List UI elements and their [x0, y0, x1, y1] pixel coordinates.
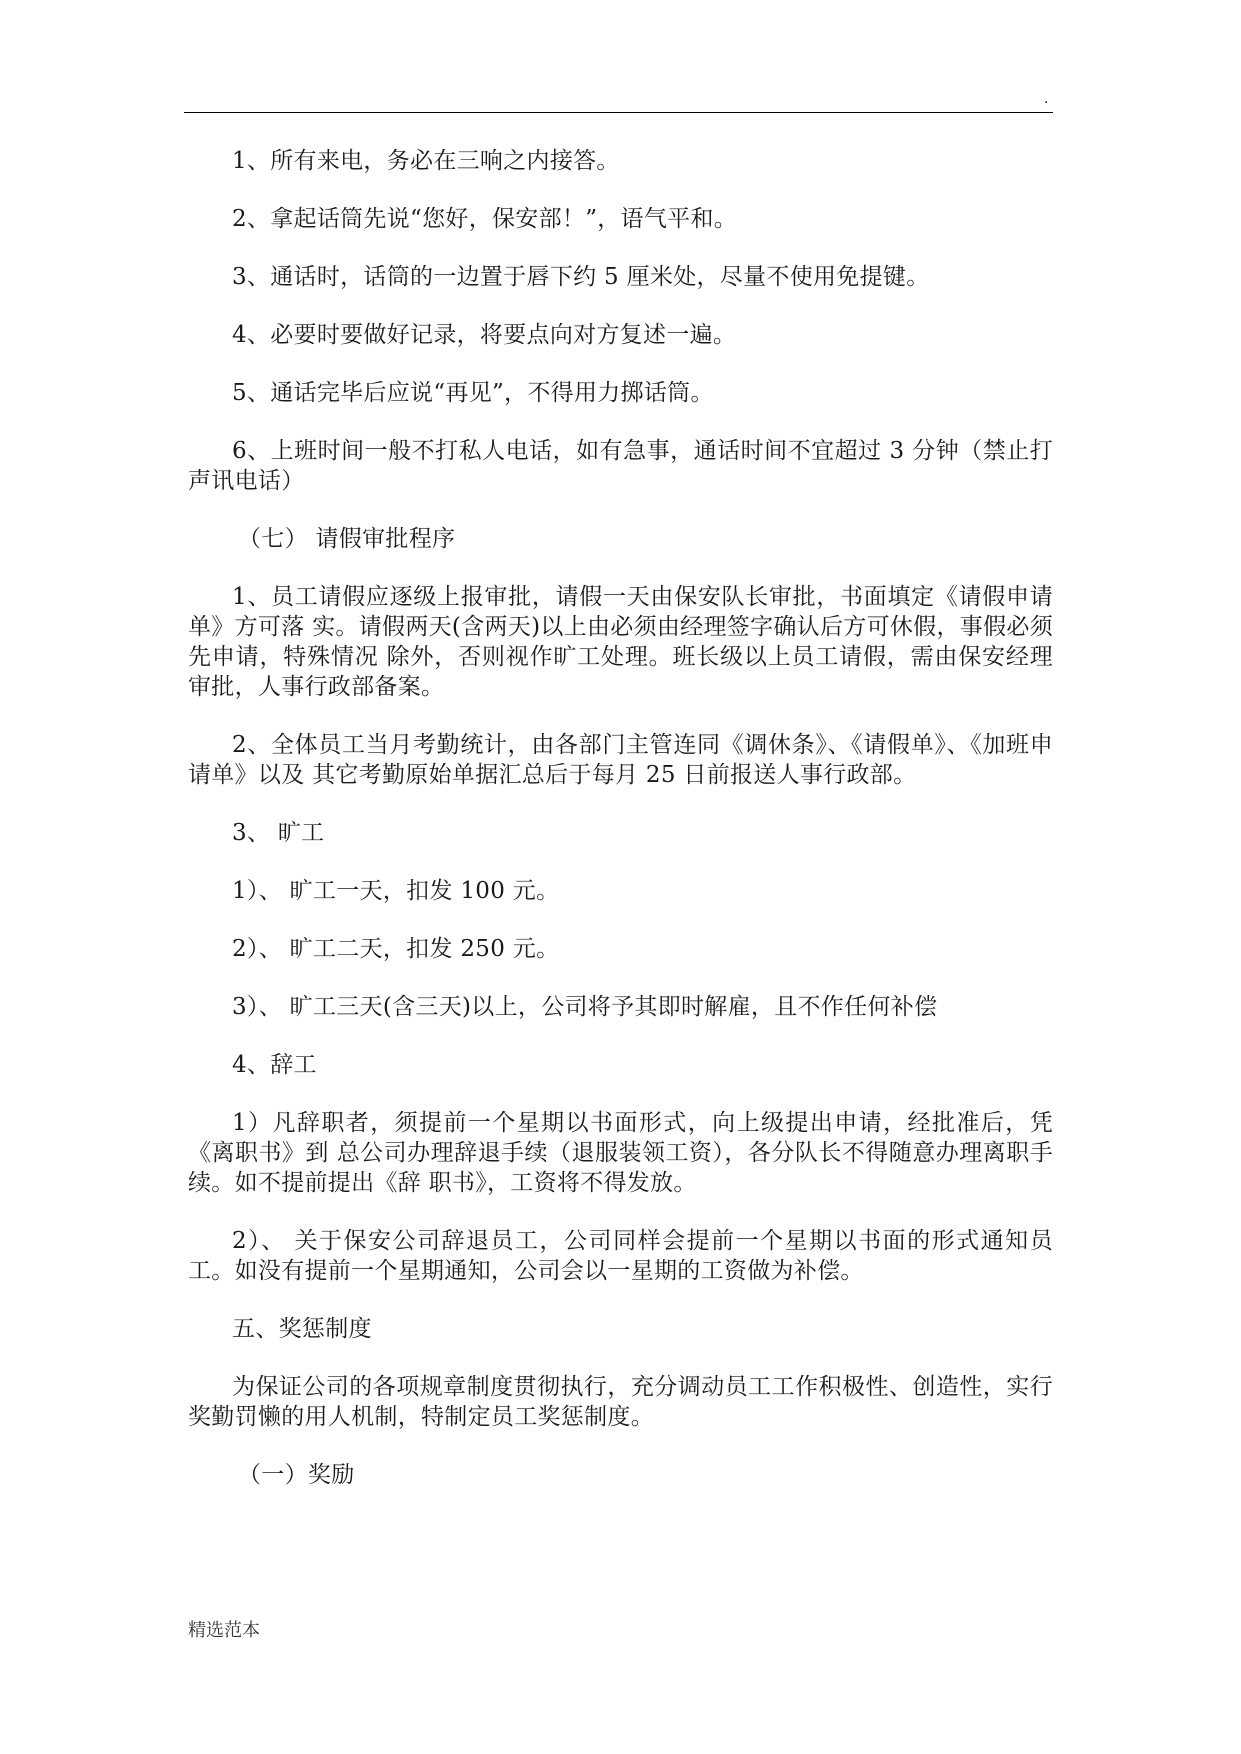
header-rule [184, 112, 1053, 113]
paragraph: 4、必要时要做好记录，将要点向对方复述一遍。 [232, 322, 737, 348]
paragraph: 5、通话完毕后应说“再见”，不得用力掷话筒。 [232, 380, 714, 406]
paragraph: 2、全体员工当月考勤统计，由各部门主管连同《调休条》、《请假单》、《加班申请单》以及 其它考勤原始单据汇总后于每月 25 日前报送人事行政部。 [188, 732, 1053, 788]
paragraph: 1、所有来电，务必在三响之内接答。 [232, 148, 620, 174]
paragraph: 1、员工请假应逐级上报审批，请假一天由保安队长审批，书面填定《请假申请单》方可落 实。请假两天(含两天)以上由必须由经理签字确认后方可休假，事假必须先申请，特殊情况 除外，否则视作旷工处理。班长级以上员工请假，需由保安经理审批，人事行政部备案。 [188, 584, 1053, 700]
header-mark: . [1044, 91, 1049, 107]
paragraph: 为保证公司的各项规章制度贯彻执行，充分调动员工工作积极性、创造性，实行奖勤罚懒的用人机制，特制定员工奖惩制度。 [188, 1374, 1053, 1430]
document-body [188, 146, 1053, 1518]
paragraph: 2、拿起话筒先说“您好，保安部！”，语气平和。 [232, 206, 738, 232]
section-heading: （一）奖励 [238, 1462, 355, 1488]
paragraph: 2）、 旷工二天，扣发 250 元。 [232, 936, 560, 962]
section-heading: 五、奖惩制度 [232, 1316, 372, 1342]
paragraph: 3、通话时，话筒的一边置于唇下约 5 厘米处，尽量不使用免提键。 [232, 264, 930, 290]
footer-text: 精选范本 [188, 1620, 260, 1641]
paragraph: 6、上班时间一般不打私人电话，如有急事，通话时间不宜超过 3 分钟（禁止打声讯电话） [188, 438, 1053, 494]
paragraph: 1）、 旷工一天，扣发 100 元。 [232, 878, 560, 904]
paragraph: 4、辞工 [232, 1052, 317, 1078]
paragraph: 3）、 旷工三天(含三天)以上，公司将予其即时解雇，且不作任何补偿 [232, 994, 938, 1020]
section-heading: （七） 请假审批程序 [238, 526, 456, 552]
paragraph: 1）凡辞职者，须提前一个星期以书面形式，向上级提出申请，经批准后，凭《离职书》到 总公司办理辞退手续（退服装领工资），各分队长不得随意办理离职手续。如不提前提出《辞 职书》，工资将不得发放。 [188, 1110, 1053, 1196]
paragraph: 3、 旷工 [232, 820, 325, 846]
paragraph: 2）、 关于保安公司辞退员工，公司同样会提前一个星期以书面的形式通知员工。如没有提前一个星期通知，公司会以一星期的工资做为补偿。 [188, 1228, 1053, 1284]
